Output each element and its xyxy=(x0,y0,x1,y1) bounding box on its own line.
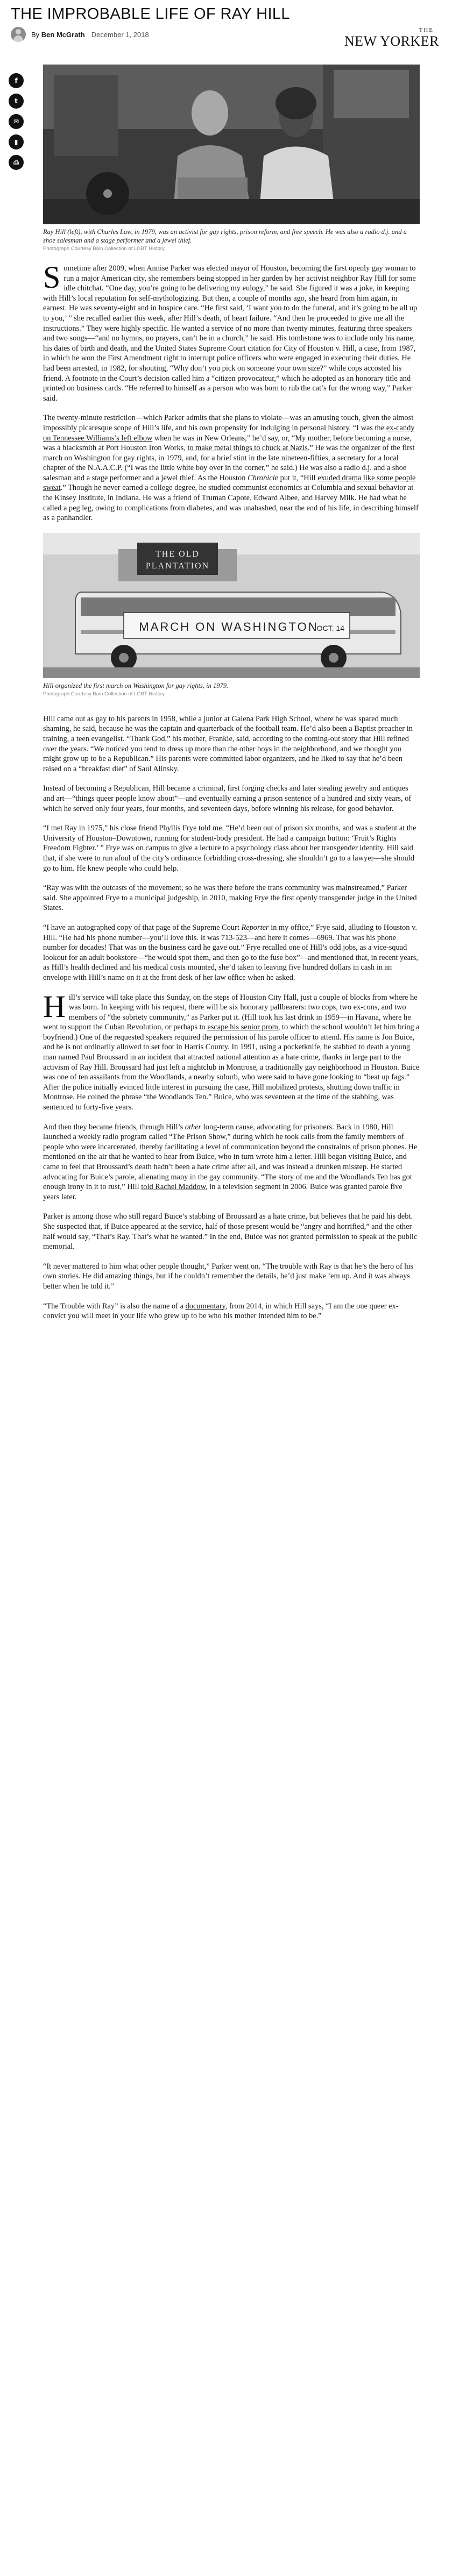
lead-photo[interactable] xyxy=(43,65,420,224)
bookmark-icon: ▮ xyxy=(14,138,18,146)
print-icon: ⎙ xyxy=(13,158,19,166)
march-photo-credit: Photograph Courtesy Bain Collection of LGBT History xyxy=(43,691,165,697)
lead-photo-credit: Photograph Courtesy Bain Collection of LGBT History xyxy=(43,246,165,252)
byline-prefix: By xyxy=(31,30,40,39)
inline-link[interactable]: to make metal things to chuck at Nazis xyxy=(187,444,308,453)
publish-date: December 1, 2018 xyxy=(91,30,149,39)
byline xyxy=(11,26,149,43)
email-icon: ✉ xyxy=(13,118,19,125)
dropcap: S xyxy=(43,260,61,295)
paragraph-3: Hill came out as gay to his parents in 1958, while a junior at Galena Park High School, where he was spared much shaming, he said, because he was the captain and quarterback of the football team. He’d also been a Baptist preacher in training, a teen evangelist. “Thank God,” his mother, Frankie, said, according to the coming-out story that Hill refined over the years. “We noticed you tend to dress up more than the other boys in the neighborhood, and we thought you might grow up to be a Republican.” His parents were committed labor organizers, and he liked to say that he’d been raised on a “breakfast diet” of Saul Alinsky. xyxy=(43,714,413,773)
inline-link[interactable]: told Rachel Maddow xyxy=(141,1183,206,1192)
author-link[interactable]: Ben McGrath xyxy=(41,30,85,39)
author-avatar xyxy=(11,27,26,42)
banner-text: MARCH ON WASHINGTON xyxy=(139,620,319,634)
paragraph-12: “The Trouble with Ray” is also the name of a documentary, from 2014, in which Hill says, “I am the one queer ex-convict you will meet in your life who grew up to be who his mother intended him to be.” xyxy=(43,1301,399,1321)
inline-link[interactable]: documentary xyxy=(185,1301,225,1311)
march-photo[interactable] xyxy=(43,533,420,678)
march-figure xyxy=(43,533,420,697)
march-photo-illustration xyxy=(43,533,420,678)
paragraph-5: “I met Ray in 1975,” his close friend Phyllis Frye told me. “He’d been out of prison six months, and was a student at the University of Houston–Downtown, running for student-body president. He had a campaign button: ‘Fruit’s Rights Freedom Fighter.’ ” Frye was on campus to give a lecture to a psychology class about her transgender identity. Hill said that, if she were to run afoul of the city’s ordinance forbidding cross-dressing, she shouldn’t go to a lawyer—she should go to him. He knew people who could help. xyxy=(43,824,416,873)
masthead-the: THE xyxy=(419,27,434,33)
print-button[interactable] xyxy=(9,155,24,170)
twitter-icon: t xyxy=(15,97,18,105)
facebook-icon: f xyxy=(15,77,18,84)
headline: THE IMPROBABLE LIFE OF RAY HILL xyxy=(11,5,290,23)
inline-link[interactable]: exuded drama like some people sweat xyxy=(43,473,416,493)
paragraph-9: And then they became friends, through Hill’s other long-term cause, advocating for prisoners. Back in 1980, Hill launched a weekly radio program called “The Prison Show,” during which he took calls from the family members of people who were incarcerated, thereby facilitating a level of communication beyond the constraints of prison phones. He mentioned on the air that he wanted to hear from Buice, who in turn wrote him a letter. Hill began visiting Buice, and came to feel that Broussard’s death hadn’t been a hate crime after all, and was instead a drunken misstep. He started advocating for Buice’s parole, alienating many in the gay community. “The story of me and the Woodlands Ten has got enough irony in it to rust,” Hill told Rachel Maddow, in a television segment in 2006. Buice was granted parole five years later. xyxy=(43,1122,418,1201)
inline-link[interactable]: ex-candy on Tennessee Williams’s left elbow xyxy=(43,423,415,443)
article-column xyxy=(43,65,420,1331)
paragraph-6: “Ray was with the outcasts of the movement, so he was there before the trans community was mainstreamed,” Parker said. She appointed Frye to a municipal judgeship, in 2010, making Frye the first openly transgender judge in the United States. xyxy=(43,884,417,913)
masthead-logo[interactable]: NEW YORKER xyxy=(344,33,439,49)
facebook-share-button[interactable] xyxy=(9,73,24,88)
email-share-button[interactable] xyxy=(9,114,24,129)
article-body-part2 xyxy=(43,714,420,1321)
plantation-sign-line1: THE OLD xyxy=(156,549,200,559)
inline-link[interactable]: escape his senior prom xyxy=(207,1023,278,1032)
lead-photo-illustration xyxy=(43,65,420,224)
lead-figure xyxy=(43,65,420,252)
paragraph-7: “I have an autographed copy of that page of the Supreme Court Reporter in my office,” Frye said, alluding to Houston v. Hill. “He had his phone number—you’ll love this. It was 713-523—and here it comes—6969. That was his phone number for decades! That was on the business card he gave out.” Frye recalled one of Hill’s odd jobs, as a vice-squad lookout for an adult bookstore—“he would spot them, and then go to the fuse box”—and mentioned that, in recent years, as Hill’s health declined and his medical costs mounted, she’d taken to leaving five hundred dollars in cash in an envelope with Hill’s name on it at the front desk of her law office when he asked. xyxy=(43,923,418,982)
paragraph-2: The twenty-minute restriction—which Parker admits that she plans to violate—was an amusing touch, given the almost impossibly picaresque scope of Hill’s life, and his own propensity for indulging in personal history. “I was the ex-candy on Tennessee Williams’s left elbow when he was in New Orleans,” he’d say, or, “My mother, before becoming a nurse, was a blacksmith at Port Houston Iron Works, to make metal things to chuck at Nazis.” He was the organizer of the first march on Washington for gay rights, in 1979, and, for a brief stint in the late nineteen-fifties, a secretary for a local chapter of the N.A.A.C.P. (“I was the little white boy over in the corner,” he said.) He was also a radio d.j. and a shoe salesman and a stage performer and a jewel thief. As the Houston Chronicle put it, “Hill exuded drama like some people sweat.” Though he never earned a college degree, he studied communist economics at Columbia and sexual behavior at the Kinsey Institute, in Indiana. He was a friend of Truman Capote, Edward Albee, and Harvey Milk. He had what he called a peg leg, owing to complications from diabetes, and was unabashed, near the end of his life, in describing himself as a panhandler. xyxy=(43,414,419,523)
plantation-sign-line2: PLANTATION xyxy=(145,561,210,571)
share-bar xyxy=(9,73,24,175)
dropcap: H xyxy=(43,988,66,1024)
paragraph-8: Hill’s service will take place this Sunday, on the steps of Houston City Hall, just a couple of blocks from where he was born. In keeping with his request, there will be six honorary pallbearers: two cops, two ex-cons, and two members of “the sobriety community,” as Parker put it. (Hill took his last drink in 1959—in Havana, where he went to support the Cuban Revolution, or perhaps to escape his senior prom, to which the school wouldn’t let him bring a boyfriend.) One of the requested speakers required the permission of his parole officer to attend. His name is Jon Buice, and he is not ordinarily allowed to set foot in Harris County. In 1991, using a pocketknife, he stabbed to death a young man named Paul Broussard in an incident that attracted national attention as a hate crime, thanks in large part to the activism of Ray Hill. Broussard had just left a nightclub in Montrose, a traditionally gay neighborhood in Houston. Buice was one of ten assailants from the Woodlands, a nearby suburb, who were said to have gone looking to “beat up fags.” After the police initially evinced little interest in pursuing the case, Hill mobilized protests, shutting down traffic in Montrose. He coined the phrase “the Woodlands Ten.” Buice, who was seventeen at the time of the stabbing, was sentenced to forty-five years. xyxy=(43,988,420,1112)
paragraph-10: Parker is among those who still regard Buice’s stabbing of Broussard as a hate crime, but believes that he paid his debt. She suspected that, if Buice appeared at the service, half of those present would be “angry and horrified,” and the other half would say, “That’s Ray. That’s what he wanted.” In the end, Buice was not granted permission to speak at the public memorial. xyxy=(43,1212,418,1251)
twitter-share-button[interactable] xyxy=(9,94,24,109)
paragraph-1: Sometime after 2009, when Annise Parker was elected mayor of Houston, becoming the first openly gay woman to run a major American city, she remembers being stopped in her garden by her activist neighbor Ray Hill for some idle chitchat. “One day, you’re going to be delivering my eulogy,” he said. She figured it was a joke, in keeping with Hill’s local reputation for self-mythologizing. But then, a couple of months ago, she heard from him again, in earnest. He was seventy-eight and in hospice care. “He first said, ‘I want you to do the funeral, and it’s going to be all up to you,’ ” she recalled earlier this week, after Hill’s death, of heart failure. “And then he proceeded to give me all the instructions.” They were highly specific. He wanted a service of no more than twenty minutes, featuring three speakers and two songs—“and no hymns, no prayers, can’t be in a church,” he said. His tombstone was to include only his name, his dates of birth and death, and the United States Supreme Court citation for City of Houston v. Hill, a case, from 1987, in which he won the First Amendment right to interrupt police officers who were engaged in executing their duties. He had been arrested, in 1982, for shouting, “Why don’t you pick on someone your own size?” while cops accosted his friend. A footnote in the Court’s decision called him a “citizen provocateur,” which he adopted as an honorary title and printed on business cards. “He referred to himself as a person who was born to rub the cat’s fur the wrong way,” Parker said. xyxy=(43,260,418,403)
article-body-part1 xyxy=(43,260,420,523)
bookmark-button[interactable] xyxy=(9,134,24,150)
paragraph-4: Instead of becoming a Republican, Hill became a criminal, first forging checks and later stealing jewelry and antiques and art—“things queer people know about”—and eventually earning a prison sentence of a hundred and sixty years, of which he served only four years, four months, and seventeen days, before winning his release, for good behavior. xyxy=(43,784,412,813)
banner-date: OCT. 14 xyxy=(316,623,344,632)
paragraph-11: “It never mattered to him what other people thought,” Parker went on. “The trouble with Ray is that he’s the hero of his own stories. He did amazing things, but if he couldn’t remember the details, he’d just make ’em up. And it was always better when he told it.” xyxy=(43,1262,414,1291)
march-photo-caption: Hill organized the first march on Washington for gay rights, in 1979. xyxy=(43,681,229,689)
lead-photo-caption: Ray Hill (left), with Charles Law, in 1979, was an activist for gay rights, prison reform, and free speech. He was also a radio d.j. and a shoe salesman and a stage performer and a jewel thief. xyxy=(43,228,407,244)
